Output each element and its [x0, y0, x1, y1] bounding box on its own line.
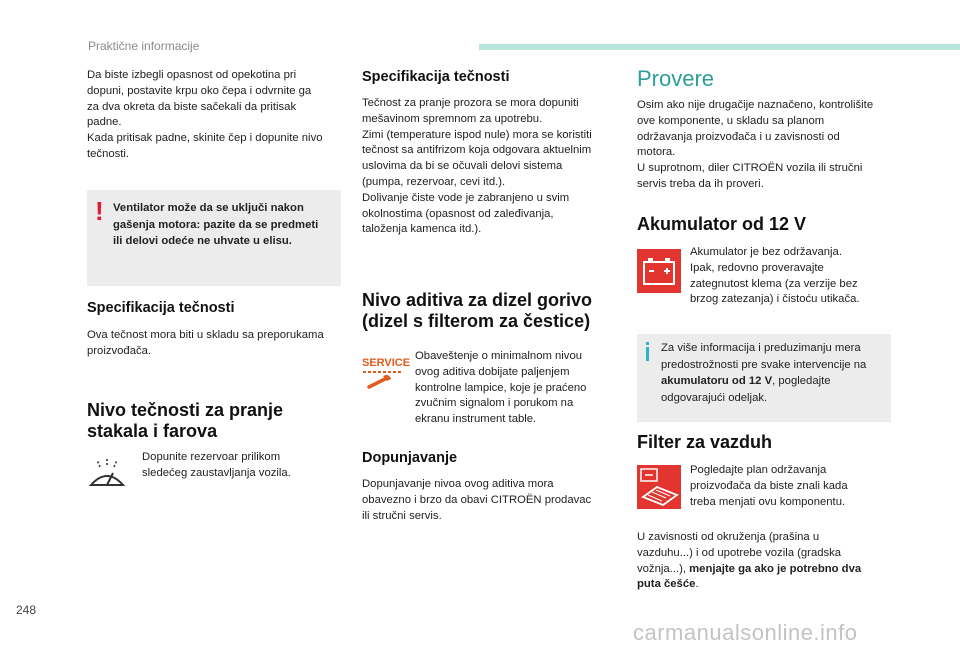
warning-exclamation-icon: !	[95, 196, 104, 226]
topup-title: Dopunjavanje	[362, 450, 458, 466]
warning-box	[87, 190, 341, 286]
washer-section-title: Nivo tečnosti za pranje stakala i farova	[87, 400, 284, 441]
air-filter-text: Pogledajte plan održavanja proizvođača da biste znali kada treba menjati ovu komponentu.	[690, 464, 848, 508]
checks-title: Provere	[637, 66, 715, 91]
checks-text: Osim ako nije drugačije naznačeno, kontrolišite ove komponente, u skladu sa planom održavanja proizvođača i u zavisnosti od motora. U suprotnom, diler CITROËN vozila ili stručni servis treba da ih proveri.	[637, 99, 874, 190]
windscreen-washer-icon	[88, 455, 126, 493]
watermark: carmanualsonline.info	[633, 620, 858, 645]
air-filter-note: U zavisnosti od okruženja (prašina u vazduhu...) i od upotrebe vozila (gradska vožnja...), menjajte ga ako je potrebno dva puta češće.	[637, 531, 862, 591]
air-filter-icon	[637, 465, 681, 509]
washer-text: Dopunite rezervoar prilikom sledećeg zaustavljanja vozila.	[142, 451, 291, 479]
col1-spec-title: Specifikacija tečnosti	[87, 300, 235, 316]
service-label: SERVICE	[362, 357, 411, 369]
page-number: 248	[16, 603, 37, 617]
info-text: Za više informacija i preduzimanju mera predostrožnosti pre svake intervencije na akumulatoru od 12 V, pogledajte odgovarajući odeljak.	[661, 342, 867, 404]
battery-section-title: Akumulator od 12 V	[637, 214, 807, 234]
battery-text: Akumulator je bez održavanja. Ipak, redovno proveravajte zategnutost klema (za verzije bez brzog zatezanja) i čistoću utikača.	[690, 246, 860, 306]
info-icon	[645, 342, 653, 361]
col2-spec-text: Tečnost za pranje prozora se mora dopuniti mešavinom spremnom za upotrebu. Zimi (temperature ispod nule) mora se koristiti tečnost sa antifrizom koja odgovara aktuelnim uslovima da bi se očuvali delovi sistema (pumpa, rezervoar, cevi itd.). Dolivanje čiste vode je zabranjeno u svim okolnostima (opasnost od zaleđivanja, taloženja kamenca itd.).	[362, 97, 592, 236]
col2-spec-title: Specifikacija tečnosti	[362, 69, 510, 85]
additive-text: Obaveštenje o minimalnom nivou ovog aditiva dobijate paljenjem kontrolne lampice, koje je praćeno zvučnim signalom i porukom na ekranu instrument table.	[415, 350, 587, 426]
page-header-title: Praktične informacije	[88, 39, 200, 53]
header-accent-bar	[479, 44, 960, 50]
topup-text: Dopunjavanje nivoa ovog aditiva mora obavezno i brzo da obavi CITROËN prodavac ili stručni servis.	[362, 478, 592, 522]
col1-spec-text: Ova tečnost mora biti u skladu sa preporukama proizvođača.	[87, 329, 324, 357]
info-box	[637, 334, 891, 422]
additive-section-title: Nivo aditiva za dizel gorivo (dizel s filterom za čestice)	[362, 290, 593, 331]
warning-text: Ventilator može da se uključi nakon gašenja motora: pazite da se predmeti ili delovi odeće ne uhvate u elisu.	[113, 202, 319, 247]
col1-intro-text: Da biste izbegli opasnost od opekotina pri dopuni, postavite krpu oko čepa i odvrnite ga za dva okreta da biste sačekali da pritisak padne. Kada pritisak padne, skinite čep i dopunite nivo tečnosti.	[87, 69, 323, 160]
battery-icon	[637, 249, 681, 293]
air-filter-section-title: Filter za vazduh	[637, 432, 773, 452]
service-wrench-icon	[361, 353, 411, 395]
